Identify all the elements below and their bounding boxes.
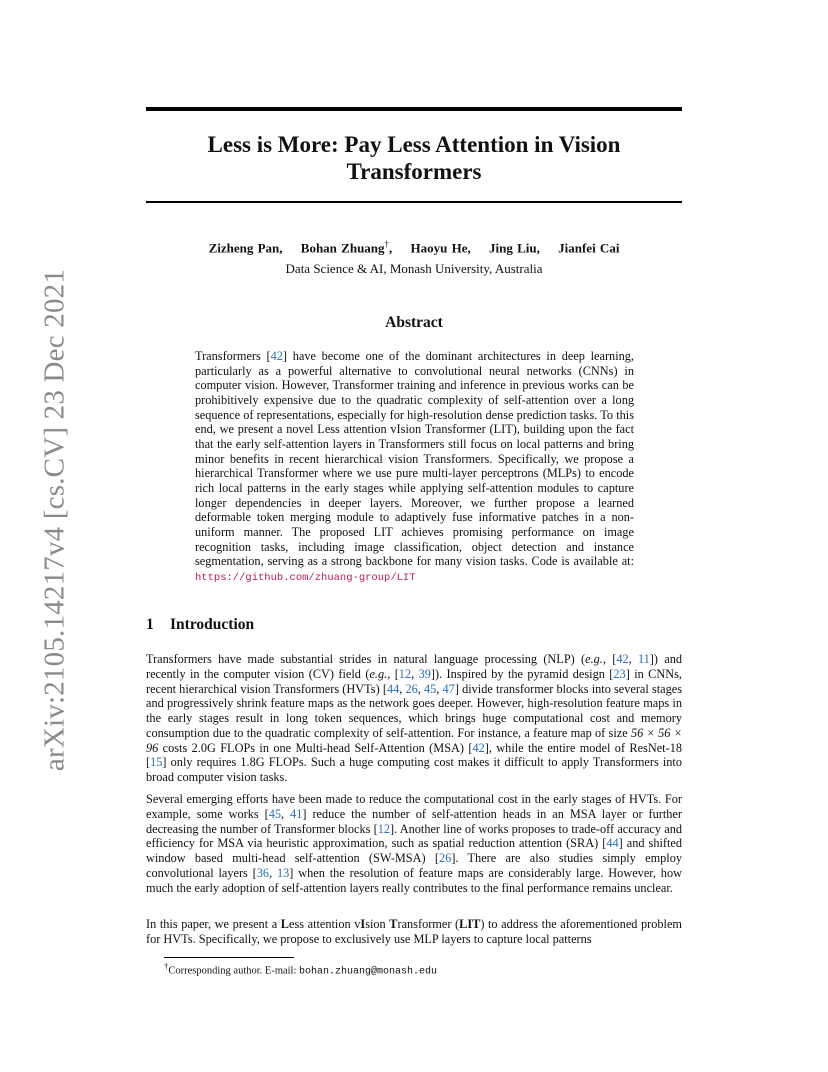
code-url-link[interactable]: https://github.com/zhuang-group/LIT <box>195 571 416 584</box>
abstract-text: Transformers [42] have become one of the dominant architectures in deep learning, particularly as a powerful alternative to convolutional neural networks (CNNs) in computer vision. However, Transformer training and inference in previous works can be prohibitively expensive due to the quadratic complexity of self-attention over a long sequence of representations, especially for high-resolution dense prediction tasks. To this end, we present a novel Less attention vIsion Transformer (LIT), building upon the fact that the early self-attention layers in Transformers still focus on local patterns and bring minor benefits in recent hierarchical vision Transformers. Specifically, we propose a hierarchical Transformer where we use pure multi-layer perceptrons (MLPs) to encode rich local patterns in the early stages while applying self-attention modules to capture longer dependencies in deeper layers. Moreover, we further propose a learned deformable token merging module to adaptively fuse informative patches in a non-uniform manner. The proposed LIT achieves promising performance on image recognition tasks, including image classification, object detection and instance segmentation, serving as a strong backbone for many vision tasks. Code is available at: https://github.com/zhuang-group/LIT <box>195 349 634 584</box>
author-list: Zizheng Pan, Bohan Zhuang†, Haoyu He, Jing Liu, Jianfei Cai <box>208 239 620 256</box>
footnote: †Corresponding author. E-mail: bohan.zhuang@monash.edu <box>164 961 438 978</box>
citation-link[interactable]: 39 <box>418 666 431 681</box>
citation-link[interactable]: 44 <box>606 836 619 851</box>
citation-link[interactable]: 26 <box>405 681 418 696</box>
corresponding-mark: † <box>384 239 390 249</box>
section-heading: 1 Introduction <box>146 616 255 633</box>
citation-link[interactable]: 12 <box>377 821 391 836</box>
title-top-rule <box>146 107 682 111</box>
citation-link[interactable]: 42 <box>616 652 629 666</box>
citation-link[interactable]: 45 <box>424 681 437 696</box>
citation-link[interactable]: 44 <box>386 681 400 696</box>
author-name: Bohan Zhuang <box>300 240 385 256</box>
author-name: Haoyu He, <box>410 240 471 256</box>
citation-link[interactable]: 13 <box>277 865 290 880</box>
title-bottom-rule <box>146 201 682 203</box>
citation-link[interactable]: 11 <box>637 652 650 666</box>
citation-link[interactable]: 15 <box>150 755 163 770</box>
citation-link[interactable]: 36 <box>256 865 270 880</box>
author-name: Jianfei Cai <box>558 240 620 256</box>
paragraph: Several emerging efforts have been made to reduce the computational cost in the early stages of HVTs. For example, some works [45, 41] reduce the number of self-attention heads in an MSA layer or further decreasing the number of Transformer blocks [12]. Another line of works proposes to trade-off accuracy and efficiency for MSA via heuristic approximation, such as spatial reduction attention (SRA) [44] and shifted window based multi-head self-attention (SW-MSA) [26]. There are also studies simply employ convolutional layers [36, 13] when the resolution of feature maps are considerably large. However, how much the early adoption of self-attention layers really contributes to the final performance remains unclear. <box>146 792 683 895</box>
citation-link[interactable]: 45 <box>268 806 282 821</box>
arxiv-sidebar-id: arXiv:2105.14217v4 [cs.CV] 23 Dec 2021 <box>38 268 71 772</box>
footnote-rule <box>164 957 294 958</box>
citation-link[interactable]: 41 <box>290 806 303 821</box>
citation-link[interactable]: 26 <box>439 851 452 865</box>
abstract-heading: Abstract <box>385 314 443 331</box>
citation-link[interactable]: 12 <box>398 666 412 681</box>
citation-link[interactable]: 42 <box>472 740 485 755</box>
author-name: Jing Liu, <box>489 240 540 256</box>
math-expression: 56 × 56 × 96 <box>146 725 682 755</box>
citation-link[interactable]: 47 <box>442 681 455 696</box>
citation-link[interactable]: 23 <box>613 666 626 681</box>
author-name: Zizheng Pan, <box>208 240 283 256</box>
affiliation: Data Science & AI, Monash University, Australia <box>285 261 543 276</box>
citation-link[interactable]: 42 <box>270 349 283 363</box>
paragraph: In this paper, we present a Less attention vIsion Transformer (LIT) to address the aforementioned problem for HVTs. Specifically, we propose to exclusively use MLP layers to capture local patterns <box>146 917 683 946</box>
paragraph: Transformers have made substantial strides in natural language processing (NLP) (e.g., [42, 11]) and recently in the computer vision (CV) field (e.g., [12, 39]). Inspired by the pyramid design [23] in CNNs, recent hierarchical vision Transformers (HVTs) [44, 26, 45, 47] divide transformer blocks into several stages and progressively shrink feature maps as the network goes deeper. However, high-resolution feature maps in the early stages result in long token sequences, which brings huge computational cost and memory consumption due to the quadratic complexity of self-attention. For instance, a feature map of size 56 × 56 × 96 costs 2.0G FLOPs in one Multi-head Self-Attention (MSA) [42], while the entire model of ResNet-18 [15] only requires 1.8G FLOPs. Such a huge computing cost makes it difficult to apply Transformers into broad computer vision tasks. <box>146 652 683 784</box>
paper-title: Less is More: Pay Less Attention in Vision Transformers <box>207 132 621 184</box>
email-link[interactable]: bohan.zhuang@monash.edu <box>299 966 438 978</box>
